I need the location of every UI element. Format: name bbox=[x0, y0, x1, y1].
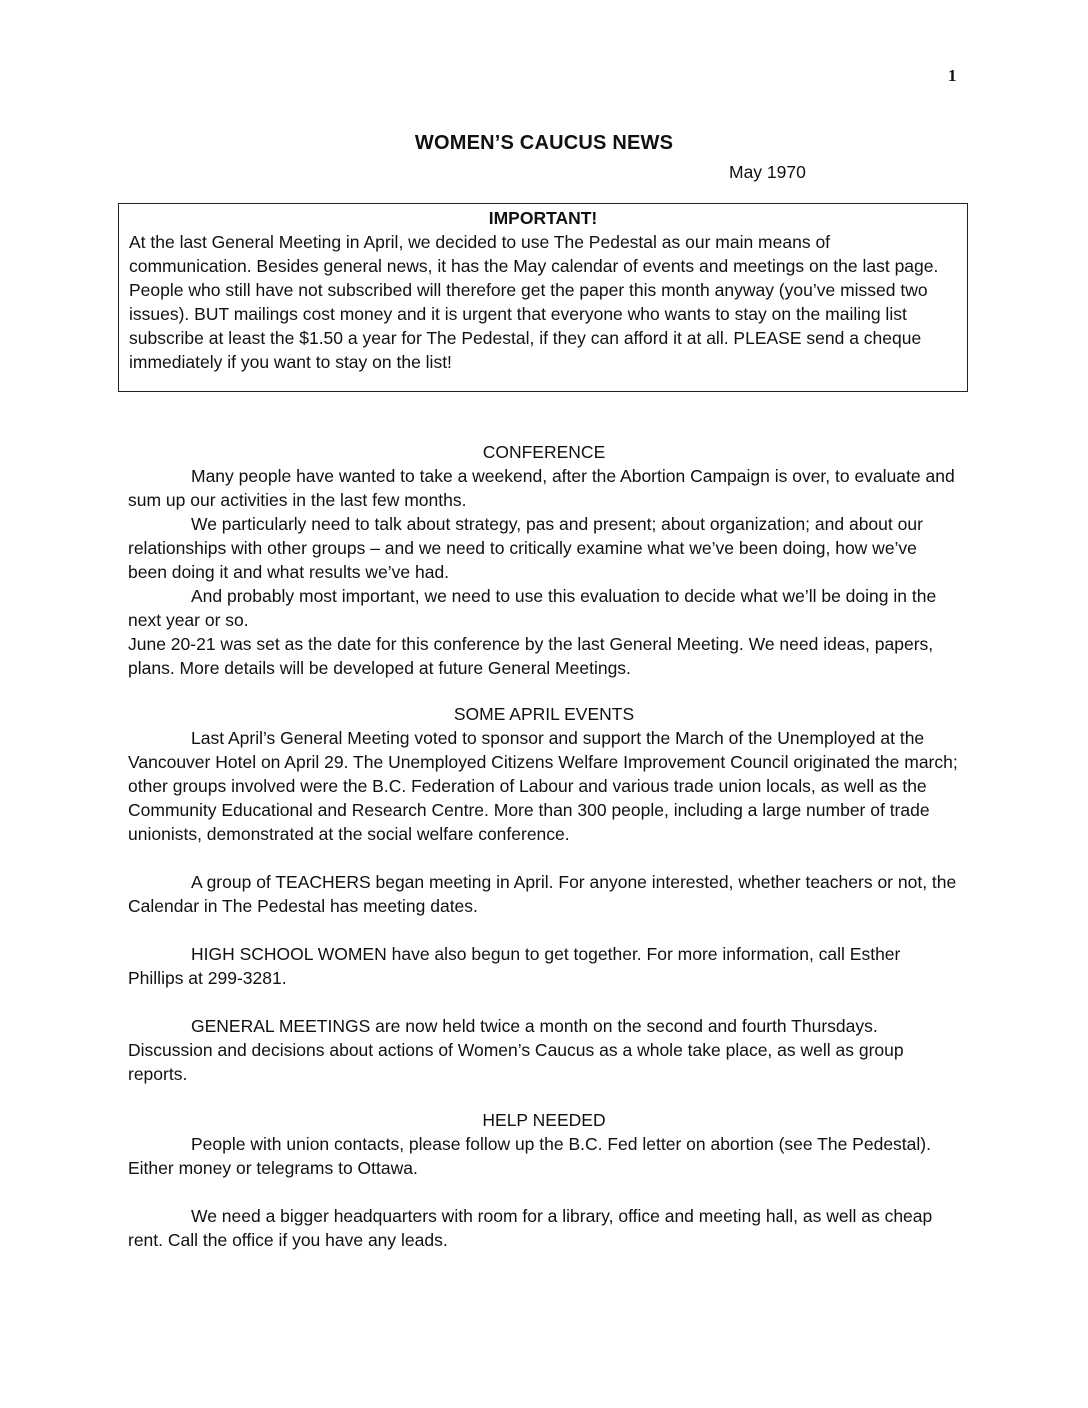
newsletter-title: WOMEN’S CAUCUS NEWS bbox=[414, 132, 674, 154]
help-needed-paragraph: People with union contacts, please follow up the B.C. Fed letter on abortion (see The Pedestal). Either money or telegrams to Ottawa. bbox=[128, 1134, 931, 1178]
conference-paragraph: And probably most important, we need to use this evaluation to decide what we’ll be doing in the next year or so. bbox=[128, 586, 937, 630]
notice-text: At the last General Meeting in April, we decided to use The Pedestal as our main means of communication. Besides general news, it has the May calendar of events and meetings on the last page. People who still have not subscribed will therefore get the paper this month anyway (you’ve missed two issues). BUT mailings cost money and it is urgent that everyone who wants to stay on the mailing list subscribe at least the $1.50 a year for The Pedestal, if they can afford it at all. PLEASE send a cheque immediately if you want to stay on the list! bbox=[129, 232, 939, 372]
april-events-paragraph: Last April’s General Meeting voted to sponsor and support the March of the Unemployed at the Vancouver Hotel on April 29. The Unemployed Citizens Welfare Improvement Council originated the march; other groups involved were the B.C. Federation of Labour and various trade union locals, as well as the Community Educational and Research Centre. More than 300 people, including a large number of trade unionists, demonstrated at the social welfare conference. bbox=[128, 728, 958, 844]
conference-paragraph: June 20-21 was set as the date for this conference by the last General Meeting. We need ideas, papers, plans. More details will be developed at future General Meetings. bbox=[128, 634, 934, 678]
april-events-paragraph: GENERAL MEETINGS are now held twice a month on the second and fourth Thursdays. Discussion and decisions about actions of Women’s Caucus as a whole take place, as well as group reports. bbox=[128, 1016, 904, 1084]
page-number: 1 bbox=[948, 66, 957, 85]
issue-date: May 1970 bbox=[729, 162, 806, 182]
april-events-paragraph: A group of TEACHERS began meeting in April. For anyone interested, whether teachers or not, the Calendar in The Pedestal has meeting dates. bbox=[128, 872, 957, 916]
april-events-heading: SOME APRIL EVENTS bbox=[453, 704, 635, 724]
article-body bbox=[128, 440, 960, 1252]
notice-heading: IMPORTANT! bbox=[488, 208, 598, 228]
conference-heading: CONFERENCE bbox=[482, 442, 606, 462]
conference-paragraph: We particularly need to talk about strategy, pas and present; about organization; and about our relationships with other groups – and we need to critically examine what we’ve been doing, how we’ve been doing it and what results we’ve had. bbox=[128, 514, 923, 582]
help-needed-heading: HELP NEEDED bbox=[482, 1110, 606, 1130]
important-notice-box bbox=[118, 203, 968, 392]
help-needed-paragraph: We need a bigger headquarters with room for a library, office and meeting hall, as well as cheap rent. Call the office if you have any leads. bbox=[128, 1206, 933, 1250]
conference-paragraph: Many people have wanted to take a weekend, after the Abortion Campaign is over, to evaluate and sum up our activities in the last few months. bbox=[128, 466, 955, 510]
april-events-paragraph: HIGH SCHOOL WOMEN have also begun to get together. For more information, call Esther Phillips at 299-3281. bbox=[128, 944, 901, 988]
